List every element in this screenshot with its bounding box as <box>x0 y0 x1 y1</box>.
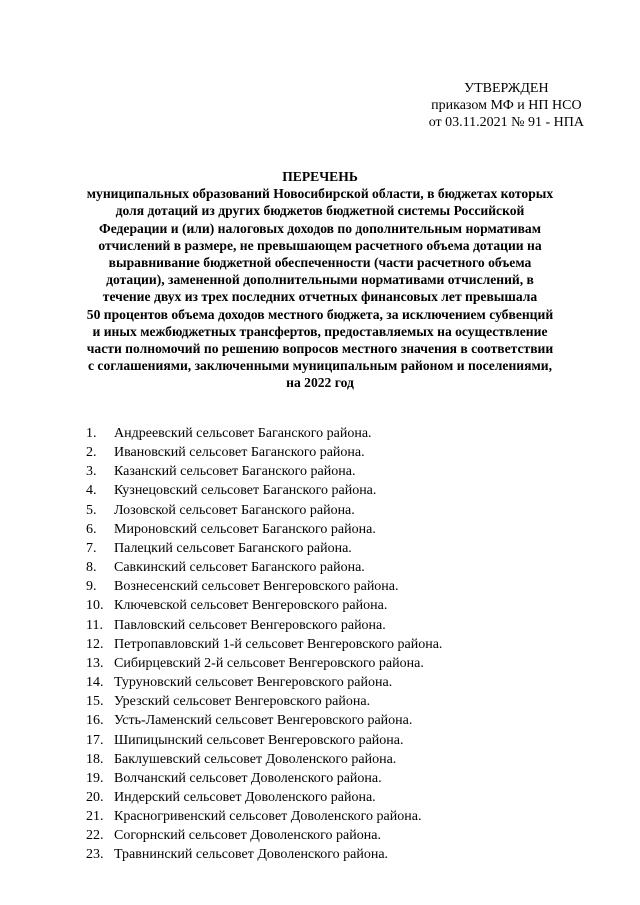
item-text: Согорнский сельсовет Доволенского района. <box>114 828 381 844</box>
item-text: Сибирцевский 2-й сельсовет Венгеровского района. <box>114 655 424 671</box>
document-title <box>0 168 640 392</box>
item-number: 10. <box>86 598 104 614</box>
list-item <box>86 807 442 826</box>
item-number: 8. <box>86 560 97 576</box>
item-number: 23. <box>86 847 104 863</box>
item-text: Волчанский сельсовет Доволенского района. <box>114 770 382 786</box>
item-number: 22. <box>86 828 104 844</box>
list-item <box>86 788 442 807</box>
item-number: 4. <box>86 483 97 499</box>
title-line: 50 процентов объема доходов местного бюджета, за исключением субвенций <box>86 306 554 322</box>
item-text: Красногривенский сельсовет Доволенского района. <box>114 809 422 825</box>
item-text: Шипицынский сельсовет Венгеровского района. <box>114 732 404 748</box>
title-line: Федерации и (или) налоговых доходов по дополнительным нормативам <box>99 220 541 236</box>
list-item <box>86 596 442 615</box>
list-item <box>86 654 442 673</box>
item-text: Усть-Ламенский сельсовет Венгеровского района. <box>114 713 413 729</box>
item-number: 2. <box>86 445 97 461</box>
item-number: 7. <box>86 540 97 556</box>
item-number: 13. <box>86 655 104 671</box>
list-item <box>86 750 442 769</box>
approval-heading: УТВЕРЖДЕН <box>464 81 549 96</box>
approval-stamp <box>429 80 584 131</box>
list-item <box>86 845 442 864</box>
list-item <box>86 558 442 577</box>
item-number: 6. <box>86 521 97 537</box>
list-item <box>86 481 442 500</box>
item-number: 5. <box>86 502 97 518</box>
list-item <box>86 731 442 750</box>
item-text: Мироновский сельсовет Баганского района. <box>114 521 376 537</box>
list-item <box>86 539 442 558</box>
item-number: 11. <box>86 617 103 633</box>
list-item <box>86 673 442 692</box>
title-line: дотации), замененной дополнительными нормативами отчислений, в <box>106 272 534 288</box>
item-number: 17. <box>86 732 104 748</box>
item-text: Павловский сельсовет Венгеровского района. <box>114 617 386 633</box>
list-item <box>86 424 442 443</box>
list-item <box>86 826 442 845</box>
item-number: 12. <box>86 636 104 652</box>
title-line: выравнивание бюджетной обеспеченности (части расчетного объема <box>108 255 532 271</box>
item-text: Травнинский сельсовет Доволенского района. <box>114 847 389 863</box>
approval-date: от 03.11.2021 № 91 - НПА <box>428 115 584 130</box>
item-text: Индерский сельсовет Доволенского района. <box>114 789 376 805</box>
item-number: 1. <box>86 426 97 441</box>
list-item <box>86 577 442 596</box>
item-number: 19. <box>86 770 104 786</box>
item-text: Урезский сельсовет Венгеровского района. <box>114 694 371 710</box>
item-number: 3. <box>86 464 97 480</box>
item-text: Ключевской сельсовет Венгеровского района. <box>114 598 388 614</box>
item-text: Кузнецовский сельсовет Баганского района. <box>114 483 377 499</box>
item-text: Лозовской сельсовет Баганского района. <box>114 502 355 518</box>
item-text: Туруновский сельсовет Венгеровского района. <box>114 675 393 691</box>
approval-order: приказом МФ и НП НСО <box>431 98 582 113</box>
item-number: 20. <box>86 789 104 805</box>
item-text: Петропавловский 1-й сельсовет Венгеровского района. <box>114 636 443 652</box>
list-item <box>86 769 442 788</box>
list-item <box>86 711 442 730</box>
list-item <box>86 692 442 711</box>
list-item <box>86 520 442 539</box>
title-line: на 2022 год <box>286 375 354 391</box>
item-text: Палецкий сельсовет Баганского района. <box>114 540 352 556</box>
item-text: Ивановский сельсовет Баганского района. <box>114 445 365 461</box>
title-line: течение двух из трех последних отчетных финансовых лет превышала <box>102 289 538 305</box>
list-item <box>86 635 442 654</box>
title-line: отчислений в размере, не превышающем расчетного объема дотации на <box>98 237 542 253</box>
item-text: Баклушевский сельсовет Доволенского района. <box>114 751 397 767</box>
title-heading: ПЕРЕЧЕНЬ <box>282 169 358 184</box>
item-number: 15. <box>86 694 104 710</box>
item-text: Вознесенский сельсовет Венгеровского района. <box>114 579 399 595</box>
item-number: 14. <box>86 675 104 691</box>
item-text: Казанский сельсовет Баганского района. <box>114 464 356 480</box>
municipality-list <box>86 424 442 865</box>
title-line: доля дотаций из других бюджетов бюджетной системы Российской <box>115 203 525 219</box>
item-number: 16. <box>86 713 104 729</box>
title-line: муниципальных образований Новосибирской области, в бюджетах которых <box>86 186 554 202</box>
title-line: и иных межбюджетных трансфертов, предоставляемых на осуществление <box>92 323 548 339</box>
item-text: Андреевский сельсовет Баганского района. <box>114 426 372 441</box>
item-text: Савкинский сельсовет Баганского района. <box>114 560 365 576</box>
list-item <box>86 501 442 520</box>
list-item <box>86 616 442 635</box>
title-line: с соглашениями, заключенными муниципальным районом и поселениями, <box>88 358 552 374</box>
item-number: 21. <box>86 809 104 825</box>
list-item <box>86 443 442 462</box>
item-number: 9. <box>86 579 97 595</box>
item-number: 18. <box>86 751 104 767</box>
title-line: части полномочий по решению вопросов местного значения в соответствии <box>86 341 554 357</box>
list-item <box>86 462 442 481</box>
